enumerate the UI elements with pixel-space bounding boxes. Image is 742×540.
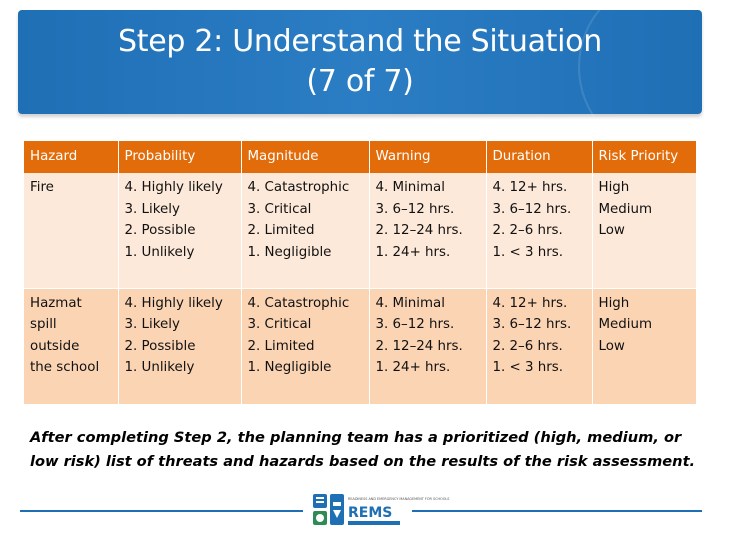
title-banner [18, 10, 702, 114]
cell-line: 3. 6–12 hrs. [375, 201, 455, 217]
cell-line: 2. Possible [124, 223, 196, 239]
cell-probability [118, 288, 241, 404]
cell-line: Hazmat [30, 295, 82, 311]
cell-line: 4. Highly likely [124, 180, 223, 195]
cell-line: 4. 12+ hrs. [492, 295, 568, 311]
cell-line: 4. Highly likely [124, 295, 223, 311]
cell-duration [486, 288, 592, 404]
footer-divider-left [20, 510, 303, 512]
rems-logo [313, 492, 450, 528]
cell-line: 4. Catastrophic [247, 295, 350, 311]
cell-magnitude [241, 173, 369, 288]
cell-line: 1. Negligible [247, 244, 332, 260]
cell-line: 2. 12–24 hrs. [375, 338, 463, 354]
cell-line: 2. 2–6 hrs. [492, 338, 563, 354]
header-magnitude: Magnitude [241, 141, 369, 173]
cell-line: 3. Critical [247, 201, 312, 217]
cell-line: 4. Catastrophic [247, 180, 350, 195]
cell-line: 3. 6–12 hrs. [375, 317, 455, 333]
cell-hazard [24, 288, 118, 404]
table-row [24, 173, 696, 288]
header-hazard: Hazard [24, 141, 118, 173]
cell-line: 4. 12+ hrs. [492, 180, 568, 195]
slide-title-line-2: (7 of 7) [306, 64, 414, 99]
header-warning: Warning [369, 141, 486, 173]
cell-line: the school [30, 360, 100, 376]
cell-warning [369, 288, 486, 404]
cell-line: 1. < 3 hrs. [492, 360, 564, 376]
cell-line: 3. Likely [124, 317, 180, 333]
cell-line: 2. Limited [247, 338, 315, 354]
cell-line: High [598, 180, 630, 195]
cell-warning [369, 173, 486, 288]
summary-text: After completing Step 2, the planning team has a prioritized (high, medium, or low risk) list of threats and hazards based on the results of the risk assessment. [30, 429, 696, 470]
cell-risk-priority [592, 173, 696, 288]
header-risk-priority: Risk Priority [592, 141, 696, 173]
table-header-row [24, 141, 696, 173]
risk-assessment-table [24, 141, 697, 404]
cell-line: 3. Likely [124, 201, 180, 217]
cell-line: 2. 12–24 hrs. [375, 223, 463, 239]
cell-line: 1. 24+ hrs. [375, 244, 451, 260]
cell-line: 3. Critical [247, 317, 312, 333]
rems-logo-subtitle: READINESS AND EMERGENCY MANAGEMENT FOR SCHOOLS [348, 497, 450, 501]
rems-logo-text: REMS [348, 505, 393, 521]
cell-line: 1. Unlikely [124, 244, 195, 260]
cell-line: 2. Limited [247, 223, 315, 239]
cell-probability [118, 173, 241, 288]
cell-hazard [24, 173, 118, 288]
header-duration: Duration [486, 141, 592, 173]
cell-line: Fire [30, 180, 54, 195]
cell-risk-priority [592, 288, 696, 404]
slide-title [18, 22, 702, 102]
cell-line: Low [598, 223, 625, 239]
cell-line: 4. Minimal [375, 295, 445, 311]
cell-line: Medium [598, 317, 653, 333]
cell-line: outside [30, 338, 80, 354]
cell-line: 3. 6–12 hrs. [492, 201, 572, 217]
footer-divider-right [412, 510, 702, 512]
cell-line: 2. 2–6 hrs. [492, 223, 563, 239]
cell-line: Medium [598, 201, 653, 217]
cell-line: 1. Negligible [247, 360, 332, 376]
cell-duration [486, 173, 592, 288]
cell-line: 4. Minimal [375, 180, 445, 195]
cell-magnitude [241, 288, 369, 404]
table-row [24, 288, 696, 404]
cell-line: 1. 24+ hrs. [375, 360, 451, 376]
slide-title-line-1: Step 2: Understand the Situation [118, 24, 602, 59]
cell-line: Low [598, 338, 625, 354]
cell-line: 1. Unlikely [124, 360, 195, 376]
cell-line: 2. Possible [124, 338, 196, 354]
cell-line: 3. 6–12 hrs. [492, 317, 572, 333]
header-probability: Probability [118, 141, 241, 173]
cell-line: spill [30, 317, 57, 333]
cell-line: High [598, 295, 630, 311]
cell-line: 1. < 3 hrs. [492, 244, 564, 260]
